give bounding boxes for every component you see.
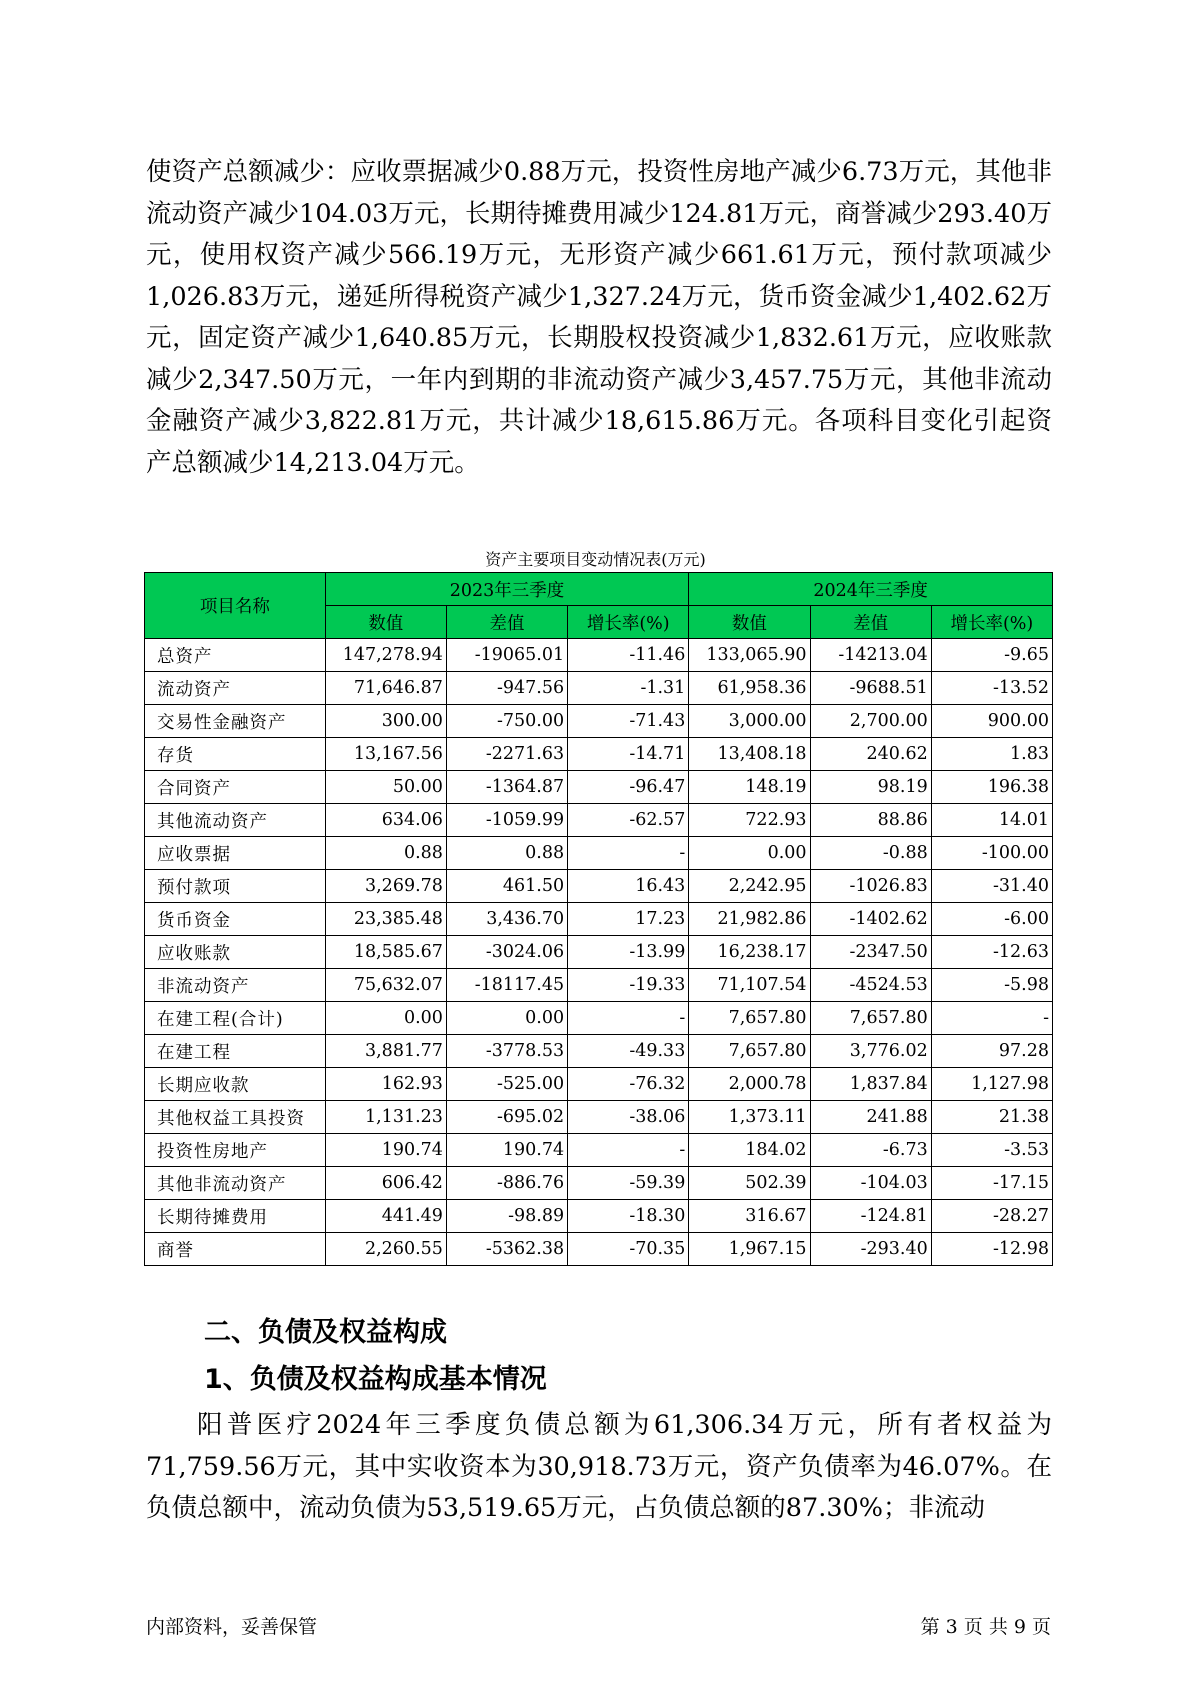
table-cell: -1026.83 bbox=[810, 870, 931, 903]
table-cell: -100.00 bbox=[931, 837, 1052, 870]
table-cell: 18,585.67 bbox=[325, 936, 446, 969]
table-cell: 3,000.00 bbox=[689, 705, 810, 738]
row-label: 预付款项 bbox=[145, 870, 326, 903]
table-cell: 0.00 bbox=[689, 837, 810, 870]
table-cell: 88.86 bbox=[810, 804, 931, 837]
table-cell: -19.33 bbox=[568, 969, 689, 1002]
table-cell: -293.40 bbox=[810, 1233, 931, 1266]
table-cell: 0.88 bbox=[325, 837, 446, 870]
table-cell: - bbox=[568, 1134, 689, 1167]
asset-change-table bbox=[144, 572, 1053, 1266]
header-group-2024: 2024年三季度 bbox=[689, 573, 1053, 606]
intro-paragraph: 使资产总额减少：应收票据减少0.88万元，投资性房地产减少6.73万元，其他非流动资产减少104.03万元，长期待摊费用减少124.81万元，商誉减少293.40万元，使用权资产减少566.19万元，无形资产减少661.61万元，预付款项减少1,026.83万元，递延所得税资产减少1,327.24万元，货币资金减少1,402.62万元，固定资产减少1,640.85万元，长期股权投资减少1,832.61万元，应收账款减少2,347.50万元，一年内到期的非流动资产减少3,457.75万元，其他非流动金融资产减少3,822.81万元，共计减少18,615.86万元。各项科目变化引起资产总额减少14,213.04万元。 bbox=[146, 157, 1052, 478]
row-label: 在建工程 bbox=[145, 1035, 326, 1068]
table-cell: 300.00 bbox=[325, 705, 446, 738]
table-cell: 7,657.80 bbox=[689, 1002, 810, 1035]
table-cell: 3,776.02 bbox=[810, 1035, 931, 1068]
table-row bbox=[145, 1167, 1053, 1200]
table-row bbox=[145, 936, 1053, 969]
table-cell: -525.00 bbox=[446, 1068, 567, 1101]
row-label: 存货 bbox=[145, 738, 326, 771]
table-cell: -31.40 bbox=[931, 870, 1052, 903]
table-cell: -11.46 bbox=[568, 639, 689, 672]
table-cell: -750.00 bbox=[446, 705, 567, 738]
table-cell: -14.71 bbox=[568, 738, 689, 771]
table-cell: 71,107.54 bbox=[689, 969, 810, 1002]
subsection-heading: 1、负债及权益构成基本情况 bbox=[204, 1364, 547, 1395]
row-label: 其他流动资产 bbox=[145, 804, 326, 837]
body-paragraph: 阳普医疗2024年三季度负债总额为61,306.34万元，所有者权益为71,759.56万元，其中实收资本为30,918.73万元，资产负债率为46.07%。在负债总额中，流动负债为53,519.65万元，占负债总额的87.30%；非流动 bbox=[146, 1410, 1052, 1523]
row-label: 货币资金 bbox=[145, 903, 326, 936]
table-cell: 13,167.56 bbox=[325, 738, 446, 771]
table-cell: -4524.53 bbox=[810, 969, 931, 1002]
table-cell: -2271.63 bbox=[446, 738, 567, 771]
table-cell: 502.39 bbox=[689, 1167, 810, 1200]
table-cell: -6.00 bbox=[931, 903, 1052, 936]
table-cell: 190.74 bbox=[446, 1134, 567, 1167]
table-cell: 3,881.77 bbox=[325, 1035, 446, 1068]
table-row bbox=[145, 1002, 1053, 1035]
table-cell: 1,967.15 bbox=[689, 1233, 810, 1266]
table-row bbox=[145, 771, 1053, 804]
table-cell: -19065.01 bbox=[446, 639, 567, 672]
header-value-2023: 数值 bbox=[325, 606, 446, 639]
header-growth-2024: 增长率(%) bbox=[931, 606, 1052, 639]
table-cell: -17.15 bbox=[931, 1167, 1052, 1200]
table-cell: 0.00 bbox=[325, 1002, 446, 1035]
table-cell: 240.62 bbox=[810, 738, 931, 771]
footer-page-number: 第 3 页 共 9 页 bbox=[920, 1616, 1051, 1638]
table-cell: 241.88 bbox=[810, 1101, 931, 1134]
header-diff-2024: 差值 bbox=[810, 606, 931, 639]
table-cell: 148.19 bbox=[689, 771, 810, 804]
row-label: 商誉 bbox=[145, 1233, 326, 1266]
table-cell: 71,646.87 bbox=[325, 672, 446, 705]
table-cell: 14.01 bbox=[931, 804, 1052, 837]
table-cell: -38.06 bbox=[568, 1101, 689, 1134]
table-row bbox=[145, 1200, 1053, 1233]
table-caption: 资产主要项目变动情况表(万元) bbox=[485, 550, 706, 569]
table-cell: 722.93 bbox=[689, 804, 810, 837]
table-cell: -76.32 bbox=[568, 1068, 689, 1101]
table-cell: -1059.99 bbox=[446, 804, 567, 837]
table-cell: -695.02 bbox=[446, 1101, 567, 1134]
table-cell: 1,837.84 bbox=[810, 1068, 931, 1101]
table-cell: -59.39 bbox=[568, 1167, 689, 1200]
row-label: 总资产 bbox=[145, 639, 326, 672]
footer-confidential: 内部资料，妥善保管 bbox=[146, 1616, 318, 1638]
table-cell: -9688.51 bbox=[810, 672, 931, 705]
table-row bbox=[145, 1035, 1053, 1068]
table-cell: -96.47 bbox=[568, 771, 689, 804]
table-cell: 13,408.18 bbox=[689, 738, 810, 771]
table-cell: -62.57 bbox=[568, 804, 689, 837]
table-row bbox=[145, 870, 1053, 903]
table-row bbox=[145, 672, 1053, 705]
table-cell: -71.43 bbox=[568, 705, 689, 738]
table-cell: 184.02 bbox=[689, 1134, 810, 1167]
table-row bbox=[145, 804, 1053, 837]
table-row bbox=[145, 969, 1053, 1002]
row-label: 流动资产 bbox=[145, 672, 326, 705]
header-value-2024: 数值 bbox=[689, 606, 810, 639]
table-cell: 23,385.48 bbox=[325, 903, 446, 936]
table-cell: 441.49 bbox=[325, 1200, 446, 1233]
table-cell: 2,000.78 bbox=[689, 1068, 810, 1101]
table-cell: 0.88 bbox=[446, 837, 567, 870]
table-cell: 2,242.95 bbox=[689, 870, 810, 903]
table-cell: 61,958.36 bbox=[689, 672, 810, 705]
table-cell: -1402.62 bbox=[810, 903, 931, 936]
table-cell: -5362.38 bbox=[446, 1233, 567, 1266]
table-cell: 3,436.70 bbox=[446, 903, 567, 936]
table-cell: 162.93 bbox=[325, 1068, 446, 1101]
table-row bbox=[145, 705, 1053, 738]
table-row bbox=[145, 738, 1053, 771]
table-cell: 7,657.80 bbox=[689, 1035, 810, 1068]
table-cell: -13.52 bbox=[931, 672, 1052, 705]
row-label: 长期待摊费用 bbox=[145, 1200, 326, 1233]
table-cell: 98.19 bbox=[810, 771, 931, 804]
table-row bbox=[145, 1233, 1053, 1266]
row-label: 长期应收款 bbox=[145, 1068, 326, 1101]
table-cell: -98.89 bbox=[446, 1200, 567, 1233]
table-cell: 2,260.55 bbox=[325, 1233, 446, 1266]
header-item-name: 项目名称 bbox=[145, 573, 326, 639]
table-cell: - bbox=[568, 837, 689, 870]
table-row bbox=[145, 639, 1053, 672]
header-growth-2023: 增长率(%) bbox=[568, 606, 689, 639]
table-cell: 7,657.80 bbox=[810, 1002, 931, 1035]
table-cell: -1.31 bbox=[568, 672, 689, 705]
table-cell: 634.06 bbox=[325, 804, 446, 837]
table-cell: 196.38 bbox=[931, 771, 1052, 804]
table-cell: 900.00 bbox=[931, 705, 1052, 738]
table-cell: -12.98 bbox=[931, 1233, 1052, 1266]
table-cell: -124.81 bbox=[810, 1200, 931, 1233]
table-cell: -12.63 bbox=[931, 936, 1052, 969]
row-label: 应收账款 bbox=[145, 936, 326, 969]
table-cell: 21.38 bbox=[931, 1101, 1052, 1134]
table-cell: -70.35 bbox=[568, 1233, 689, 1266]
table-row bbox=[145, 837, 1053, 870]
table-cell: -1364.87 bbox=[446, 771, 567, 804]
table-cell: 1,131.23 bbox=[325, 1101, 446, 1134]
table-cell: 316.67 bbox=[689, 1200, 810, 1233]
table-cell: 190.74 bbox=[325, 1134, 446, 1167]
table-cell: -18117.45 bbox=[446, 969, 567, 1002]
row-label: 其他权益工具投资 bbox=[145, 1101, 326, 1134]
table-cell: -3.53 bbox=[931, 1134, 1052, 1167]
table-cell: -28.27 bbox=[931, 1200, 1052, 1233]
row-label: 其他非流动资产 bbox=[145, 1167, 326, 1200]
table-cell: 133,065.90 bbox=[689, 639, 810, 672]
table-cell: -9.65 bbox=[931, 639, 1052, 672]
table-cell: -5.98 bbox=[931, 969, 1052, 1002]
table-cell: - bbox=[931, 1002, 1052, 1035]
table-cell: 17.23 bbox=[568, 903, 689, 936]
row-label: 应收票据 bbox=[145, 837, 326, 870]
table-cell: -947.56 bbox=[446, 672, 567, 705]
table-cell: 606.42 bbox=[325, 1167, 446, 1200]
table-cell: 1.83 bbox=[931, 738, 1052, 771]
table-cell: - bbox=[568, 1002, 689, 1035]
row-label: 非流动资产 bbox=[145, 969, 326, 1002]
row-label: 投资性房地产 bbox=[145, 1134, 326, 1167]
table-row bbox=[145, 1068, 1053, 1101]
table-cell: 1,127.98 bbox=[931, 1068, 1052, 1101]
table-row bbox=[145, 1101, 1053, 1134]
table-cell: 16.43 bbox=[568, 870, 689, 903]
table-cell: 2,700.00 bbox=[810, 705, 931, 738]
table-cell: -2347.50 bbox=[810, 936, 931, 969]
table-cell: 0.00 bbox=[446, 1002, 567, 1035]
table-cell: -3778.53 bbox=[446, 1035, 567, 1068]
header-group-2023: 2023年三季度 bbox=[325, 573, 689, 606]
row-label: 合同资产 bbox=[145, 771, 326, 804]
table-row bbox=[145, 903, 1053, 936]
table-cell: 461.50 bbox=[446, 870, 567, 903]
table-cell: 3,269.78 bbox=[325, 870, 446, 903]
table-cell: 97.28 bbox=[931, 1035, 1052, 1068]
section-heading: 二、负债及权益构成 bbox=[204, 1317, 447, 1348]
table-row bbox=[145, 1134, 1053, 1167]
table-cell: -6.73 bbox=[810, 1134, 931, 1167]
table-cell: 75,632.07 bbox=[325, 969, 446, 1002]
table-cell: -3024.06 bbox=[446, 936, 567, 969]
row-label: 交易性金融资产 bbox=[145, 705, 326, 738]
table-cell: 21,982.86 bbox=[689, 903, 810, 936]
table-cell: -886.76 bbox=[446, 1167, 567, 1200]
table-cell: -0.88 bbox=[810, 837, 931, 870]
table-cell: 16,238.17 bbox=[689, 936, 810, 969]
table-cell: 147,278.94 bbox=[325, 639, 446, 672]
table-cell: 1,373.11 bbox=[689, 1101, 810, 1134]
table-cell: -49.33 bbox=[568, 1035, 689, 1068]
table-cell: -104.03 bbox=[810, 1167, 931, 1200]
header-diff-2023: 差值 bbox=[446, 606, 567, 639]
table-body bbox=[145, 639, 1053, 1266]
row-label: 在建工程(合计) bbox=[145, 1002, 326, 1035]
table-cell: -14213.04 bbox=[810, 639, 931, 672]
table-cell: 50.00 bbox=[325, 771, 446, 804]
table-cell: -18.30 bbox=[568, 1200, 689, 1233]
table-cell: -13.99 bbox=[568, 936, 689, 969]
